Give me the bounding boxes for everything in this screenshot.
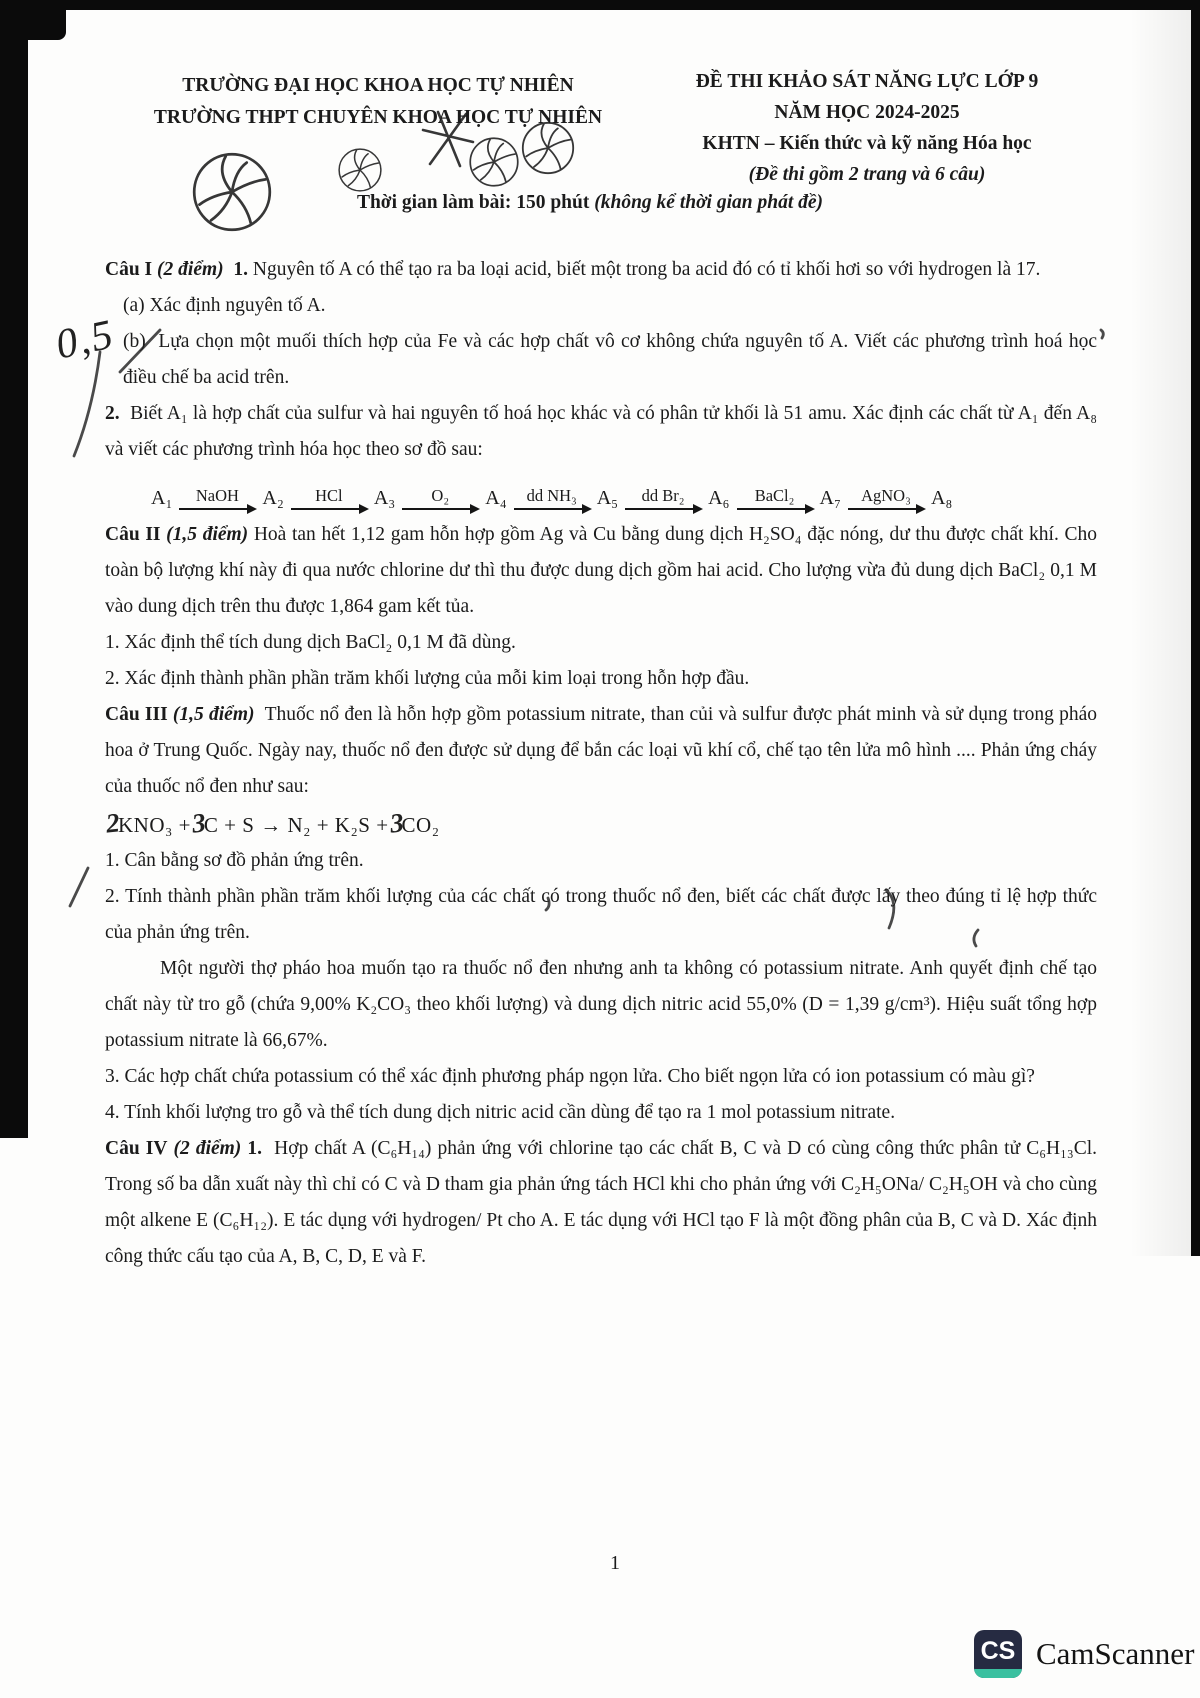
scheme-reagent: AgNO₃ (861, 486, 911, 505)
cau3-points: (1,5 điểm) (172, 704, 255, 725)
camscanner-watermark (974, 1630, 1194, 1678)
scheme-reagent: dd NH₃ (526, 486, 577, 505)
equation-part: KNO₃ + (118, 813, 191, 837)
scheme-arrow (291, 487, 367, 517)
cau2-q2: 2. Xác định thành phần phần trăm khối lượng của mỗi kim loại trong hỗn hợp đầu. (105, 668, 750, 689)
pages-note: (Đề thi gồm 2 trang và 6 câu) (748, 164, 986, 185)
cau3-q2: 2. Tính thành phần phần trăm khối lượng của các chất có trong thuốc nổ đen, biết các chất được lấy theo đúng tỉ lệ hợp thức của phản ứng trên. (105, 886, 1097, 943)
reaction-scheme (147, 480, 1097, 517)
school-name-line2: TRƯỜNG THPT CHUYÊN KHOA HỌC TỰ NHIÊN (153, 107, 603, 128)
cau3-label: Câu III (105, 704, 168, 725)
pen-stroke (70, 868, 88, 906)
cau1-a-label: (a) (123, 295, 145, 316)
cau1-part-b (105, 324, 1097, 396)
cau1-part2 (105, 396, 1097, 468)
scheme-node: A₆ (708, 487, 730, 509)
page-number: 1 (610, 1552, 620, 1574)
pen-stroke (1101, 330, 1103, 338)
duration-text: Thời gian làm bài: 150 phút (356, 192, 595, 213)
scheme-arrow (625, 487, 701, 517)
scheme-node: A₅ (596, 487, 619, 509)
school-name-line1: TRƯỜNG ĐẠI HỌC KHOA HỌC TỰ NHIÊN (182, 75, 574, 96)
cau2-intro: Hoà tan hết 1,12 gam hỗn hợp gồm Ag và Cu bằng dung dịch H₂SO₄ đặc nóng, dư thu được chất khí. Cho toàn bộ lượng khí này đi qua nước chlorine dư thì thu được dung dịch gồm hai acid. Cho lượng vừa đủ dung dịch BaCl₂ 0,1 M vào dung dịch trên thu được 1,864 gam kết tủa. (105, 524, 1098, 617)
scheme-reagent: dd Br₂ (641, 486, 685, 505)
exam-header (632, 66, 1102, 190)
exam-duration (250, 192, 930, 214)
cau4-body: Hợp chất A (C₆H₁₄) phản ứng với chlorine tạo các chất B, C và D có cùng công thức phân tử C₆H₁₃Cl. Trong số ba dẫn xuất này thì chỉ có C và D tham gia phản ứng tách HCl khi cho phản ứng với C₂H₅ONa/ C₂H₅OH và cho cùng một alkene E (C₆H₁₂). E tác dụng với hydrogen/ Pt cho A. E tác dụng với HCl tạo F là một đồng phân của B, C và D. Xác định công thức cấu tạo của A, B, C, D, E và F. (105, 1138, 1098, 1267)
exam-title: ĐỀ THI KHẢO SÁT NĂNG LỰC LỚP 9 (695, 71, 1039, 92)
cau4-label: Câu IV (105, 1138, 168, 1159)
cau3-q3: 3. Các hợp chất chứa potassium có thể xác định phương pháp ngọn lửa. Cho biết ngọn lửa có ion potassium có màu gì? (105, 1066, 1035, 1087)
arrow-right-icon (402, 508, 478, 510)
doodle-pinwheel-icon (339, 149, 381, 191)
scan-border-top (0, 0, 1200, 10)
scheme-node: A₇ (819, 487, 841, 509)
equation-part: C + S → N₂ + K₂S + (203, 813, 389, 837)
cau1-q2-text: Biết A₁ là hợp chất của sulfur và hai nguyên tố hoá học khác và có phân tử khối là 51 amu. Xác định các chất từ A₁ đến A₈ và viết các phương trình hóa học theo sơ đồ sau: (105, 403, 1097, 460)
cau3-statement (105, 697, 1097, 805)
scan-border-left (0, 0, 28, 1138)
cau1-points: (2 điểm) (157, 259, 224, 280)
cau4-points: (2 điểm) (173, 1138, 242, 1159)
scheme-node: A₃ (373, 487, 396, 509)
arrow-right-icon (179, 508, 255, 510)
doodle-pinwheel-icon (470, 138, 518, 186)
handwritten-coefficient: 2 (104, 807, 122, 839)
scheme-reagent: BaCl₂ (754, 486, 795, 505)
scheme-arrow (514, 487, 590, 517)
cau2-label: Câu II (105, 524, 161, 545)
handwritten-coefficient: 3 (190, 807, 208, 839)
scheme-arrow (402, 487, 478, 517)
scheme-reagent: HCl (315, 486, 343, 505)
chemical-equation (105, 805, 1097, 843)
scheme-arrow (848, 487, 924, 517)
camscanner-initials: CS (980, 1636, 1016, 1665)
cau3-intro: Thuốc nổ đen là hỗn hợp gồm potassium nitrate, than củi và sulfur được phát minh và sử dụng trong pháo hoa ở Trung Quốc. Ngày nay, thuốc nổ đen được sử dụng để bắn các loại vũ khí cổ, chế tạo tên lửa mô hình .... Phản ứng cháy của thuốc nổ đen như sau: (105, 704, 1097, 797)
arrow-right-icon (848, 508, 924, 510)
arrow-right-icon (514, 508, 590, 510)
camscanner-logo-icon (974, 1630, 1022, 1678)
arrow-right-icon (291, 508, 367, 510)
scheme-node: A₈ (930, 487, 953, 509)
cau1-q2-number: 2. (105, 403, 120, 424)
cau2-points: (1,5 điểm) (166, 524, 249, 545)
cau4-number: 1. (247, 1138, 263, 1159)
handwritten-coefficient: 3 (388, 807, 406, 839)
scheme-arrow (737, 487, 813, 517)
scheme-arrow (179, 487, 255, 517)
cau1-a-text: Xác định nguyên tố A. (149, 295, 326, 316)
cau2-q1: 1. Xác định thể tích dung dịch BaCl₂ 0,1 M đã dùng. (105, 632, 516, 653)
school-year: NĂM HỌC 2024-2025 (774, 102, 960, 123)
scheme-node: A₁ (151, 487, 173, 509)
scheme-reagent: O₂ (431, 486, 450, 505)
cau4-statement (105, 1131, 1097, 1275)
pen-stroke (74, 352, 100, 456)
cau1-q1-text: Nguyên tố A có thể tạo ra ba loại acid, biết một trong ba acid đó có tỉ khối hơi so với hydrogen là 17. (252, 259, 1041, 280)
cau1-b-text: Lựa chọn một muối thích hợp của Fe và các hợp chất vô cơ không chứa nguyên tố A. Viết các phương trình hoá học điều chế ba acid trên. (123, 331, 1097, 388)
scheme-node: A₂ (262, 487, 284, 509)
cau1-label: Câu I (105, 259, 153, 280)
camscanner-logo-accent (974, 1669, 1022, 1678)
equation-part: CO₂ (401, 813, 440, 837)
cau1-statement (105, 252, 1097, 288)
camscanner-wordmark: CamScanner (1036, 1636, 1195, 1671)
cau1-q1-number: 1. (233, 259, 249, 280)
school-header (118, 70, 638, 134)
subject-line: KHTN – Kiến thức và kỹ năng Hóa học (702, 133, 1032, 154)
scheme-reagent: NaOH (195, 486, 239, 505)
handwritten-score: 0,5 (51, 311, 119, 369)
arrow-right-icon (625, 508, 701, 510)
exam-body (105, 252, 1097, 1275)
cau1-b-label: (b) (123, 331, 146, 352)
cau1-part-a (105, 288, 1097, 324)
cau2-statement (105, 517, 1097, 625)
scheme-node: A₄ (485, 487, 507, 509)
cau3-q4: 4. Tính khối lượng tro gỗ và thể tích dung dịch nitric acid cần dùng để tạo ra 1 mol potassium nitrate. (105, 1102, 896, 1123)
arrow-right-icon (737, 508, 813, 510)
page-edge-shadow (1130, 10, 1191, 1256)
scan-border-right (1191, 0, 1200, 1256)
cau3-paragraph: Một người thợ pháo hoa muốn tạo ra thuốc nổ đen nhưng anh ta không có potassium nitrate. Anh quyết định chế tạo chất này từ tro gỗ (chứa 9,00% K₂CO₃ theo khối lượng) và dung dịch nitric acid 55,0% (D = 1,39 g/cm³). Hiệu suất tổng hợp potassium nitrate là 66,67%. (105, 958, 1097, 1051)
cau3-q1: 1. Cân bằng sơ đồ phản ứng trên. (105, 850, 364, 871)
duration-note: (không kể thời gian phát đề) (594, 192, 824, 213)
